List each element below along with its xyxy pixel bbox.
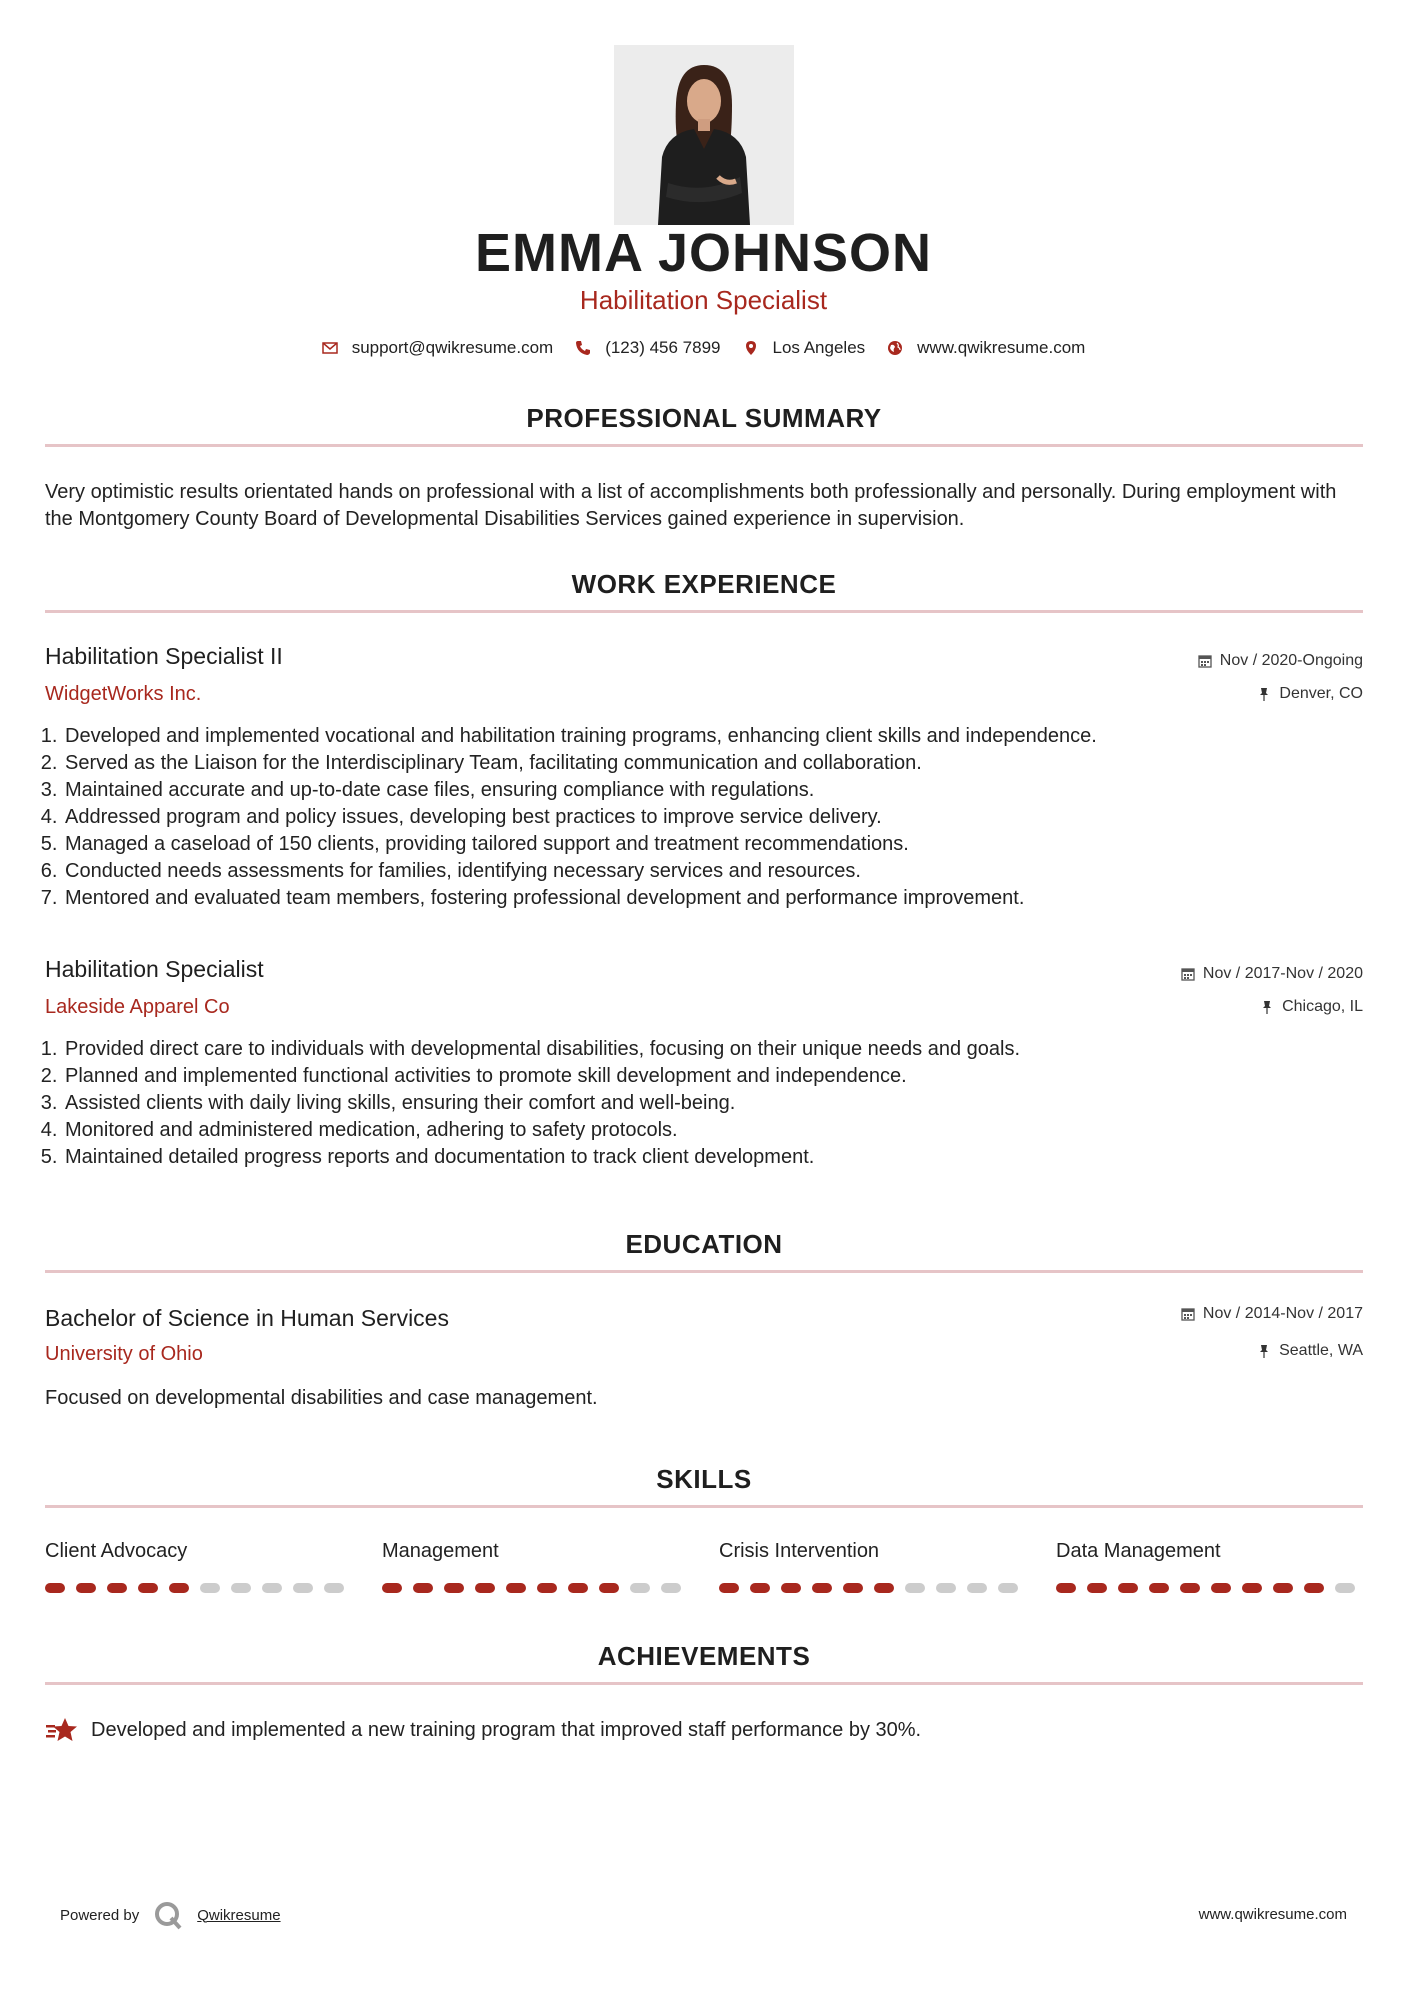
star-icon <box>45 1717 79 1743</box>
job-title: Habilitation Specialist II <box>45 643 283 669</box>
rating-dot-empty <box>262 1583 282 1593</box>
rating-dot-filled <box>843 1583 863 1593</box>
rating-dot-empty <box>1335 1583 1355 1593</box>
rating-dot-filled <box>781 1583 801 1593</box>
rating-dot-filled <box>537 1583 557 1593</box>
rating-dot-filled <box>413 1583 433 1593</box>
profile-photo <box>614 45 794 225</box>
rating-dot-filled <box>382 1583 402 1593</box>
job-bullets <box>45 1036 1347 1171</box>
skills-divider <box>45 1505 1363 1508</box>
rating-dot-filled <box>719 1583 739 1593</box>
contact-email[interactable] <box>322 338 554 358</box>
rating-dot-filled <box>138 1583 158 1593</box>
contact-phone-text: (123) 456 7899 <box>605 338 721 357</box>
job-location-text: Denver, CO <box>1279 685 1363 702</box>
map-pin-icon <box>743 340 759 356</box>
rating-dot-empty <box>967 1583 987 1593</box>
contact-website[interactable] <box>887 338 1085 358</box>
phone-icon <box>575 340 591 356</box>
rating-dot-filled <box>76 1583 96 1593</box>
education-dates <box>1181 1305 1363 1323</box>
rating-dot-filled <box>1056 1583 1076 1593</box>
summary-divider <box>45 444 1363 447</box>
rating-dot-filled <box>45 1583 65 1593</box>
rating-dot-filled <box>812 1583 832 1593</box>
rating-dot-filled <box>874 1583 894 1593</box>
contact-location <box>743 338 866 358</box>
list-item: 5. Managed a caseload of 150 clients, providing tailored support and treatment recommendations. <box>63 831 1347 858</box>
skill-name: Client Advocacy <box>45 1540 188 1562</box>
candidate-title: Habilitation Specialist <box>579 285 828 315</box>
rating-dot-empty <box>905 1583 925 1593</box>
list-item: 7. Mentored and evaluated team members, fostering professional development and performance improvement. <box>63 885 1347 912</box>
calendar-icon <box>1181 967 1195 981</box>
rating-dot-filled <box>1273 1583 1293 1593</box>
achievement-item <box>45 1717 921 1743</box>
achievements-divider <box>45 1682 1363 1685</box>
calendar-icon <box>1198 654 1212 668</box>
skill-rating <box>719 1583 1019 1593</box>
job-bullets <box>45 723 1347 912</box>
job-location <box>1260 998 1363 1016</box>
rating-dot-filled <box>1087 1583 1107 1593</box>
job-dates <box>1181 965 1363 983</box>
rating-dot-empty <box>630 1583 650 1593</box>
rating-dot-empty <box>293 1583 313 1593</box>
job-company: WidgetWorks Inc. <box>45 683 202 705</box>
job-dates-text: Nov / 2020-Ongoing <box>1219 652 1363 669</box>
contact-location-text: Los Angeles <box>772 338 866 357</box>
summary-text: Very optimistic results orientated hands on professional with a list of accomplishments both professionally and personally. During employment with the Montgomery County Board of Developmental Disabilities Services gained experience in supervision. <box>45 481 1337 530</box>
list-item: 2. Planned and implemented functional activities to promote skill development and independence. <box>63 1063 1347 1090</box>
list-item: 3. Maintained accurate and up-to-date case files, ensuring compliance with regulations. <box>63 777 1347 804</box>
experience-divider <box>45 610 1363 613</box>
education-dates-text: Nov / 2014-Nov / 2017 <box>1202 1305 1363 1322</box>
pushpin-icon <box>1257 1344 1271 1358</box>
rating-dot-filled <box>568 1583 588 1593</box>
school-name: University of Ohio <box>45 1343 203 1365</box>
calendar-icon <box>1181 1307 1195 1321</box>
achievements-heading: ACHIEVEMENTS <box>597 1641 811 1671</box>
job-title: Habilitation Specialist <box>45 956 264 982</box>
list-item: 5. Maintained detailed progress reports and documentation to track client development. <box>63 1144 1347 1171</box>
rating-dot-empty <box>661 1583 681 1593</box>
pushpin-icon <box>1260 1000 1274 1014</box>
qwikresume-logo-icon <box>153 1900 183 1930</box>
pushpin-icon <box>1257 687 1271 701</box>
degree-title: Bachelor of Science in Human Services <box>45 1305 449 1331</box>
list-item: 4. Addressed program and policy issues, developing best practices to improve service delivery. <box>63 804 1347 831</box>
rating-dot-filled <box>1304 1583 1324 1593</box>
contact-bar <box>0 338 1407 358</box>
education-location-text: Seattle, WA <box>1279 1342 1363 1359</box>
summary-heading: PROFESSIONAL SUMMARY <box>526 403 882 433</box>
rating-dot-empty <box>936 1583 956 1593</box>
rating-dot-filled <box>750 1583 770 1593</box>
candidate-name: EMMA JOHNSON <box>474 223 933 283</box>
rating-dot-filled <box>475 1583 495 1593</box>
rating-dot-filled <box>169 1583 189 1593</box>
person-portrait-icon <box>614 45 794 225</box>
rating-dot-empty <box>231 1583 251 1593</box>
globe-icon <box>887 340 903 356</box>
list-item: 4. Monitored and administered medication, adhering to safety protocols. <box>63 1117 1347 1144</box>
job-location-text: Chicago, IL <box>1282 998 1363 1015</box>
list-item: 1. Provided direct care to individuals with developmental disabilities, focusing on their unique needs and goals. <box>63 1036 1347 1063</box>
skill-name: Data Management <box>1056 1540 1221 1562</box>
rating-dot-empty <box>324 1583 344 1593</box>
skill-name: Management <box>382 1540 499 1562</box>
job-dates <box>1198 652 1363 670</box>
contact-email-text: support@qwikresume.com <box>351 338 554 357</box>
rating-dot-filled <box>1180 1583 1200 1593</box>
qwikresume-link[interactable]: Qwikresume <box>197 1906 281 1924</box>
list-item: 2. Served as the Liaison for the Interdisciplinary Team, facilitating communication and collaboration. <box>63 750 1347 777</box>
job-company: Lakeside Apparel Co <box>45 996 230 1018</box>
rating-dot-empty <box>998 1583 1018 1593</box>
footer-website[interactable]: www.qwikresume.com <box>1198 1906 1347 1923</box>
rating-dot-empty <box>200 1583 220 1593</box>
education-description: Focused on developmental disabilities and case management. <box>45 1387 598 1409</box>
envelope-icon <box>322 340 338 356</box>
education-location <box>1257 1342 1363 1360</box>
powered-by-label: Powered by <box>60 1906 140 1924</box>
footer-powered-by <box>60 1900 281 1930</box>
skill-rating <box>1056 1583 1356 1593</box>
skill-rating <box>45 1583 345 1593</box>
list-item: 6. Conducted needs assessments for families, identifying necessary services and resources. <box>63 858 1347 885</box>
rating-dot-filled <box>444 1583 464 1593</box>
education-divider <box>45 1270 1363 1273</box>
rating-dot-filled <box>506 1583 526 1593</box>
achievement-text: Developed and implemented a new training program that improved staff performance by 30%. <box>91 1718 922 1741</box>
experience-heading: WORK EXPERIENCE <box>571 569 837 599</box>
rating-dot-filled <box>1211 1583 1231 1593</box>
contact-phone[interactable] <box>575 338 720 358</box>
skill-rating <box>382 1583 682 1593</box>
list-item: 1. Developed and implemented vocational and habilitation training programs, enhancing client skills and independence. <box>63 723 1347 750</box>
list-item: 3. Assisted clients with daily living skills, ensuring their comfort and well-being. <box>63 1090 1347 1117</box>
rating-dot-filled <box>1242 1583 1262 1593</box>
rating-dot-filled <box>1118 1583 1138 1593</box>
job-dates-text: Nov / 2017-Nov / 2020 <box>1202 965 1363 982</box>
rating-dot-filled <box>599 1583 619 1593</box>
skills-heading: SKILLS <box>656 1464 752 1494</box>
education-heading: EDUCATION <box>625 1229 783 1259</box>
rating-dot-filled <box>1149 1583 1169 1593</box>
skill-name: Crisis Intervention <box>719 1540 880 1562</box>
job-location <box>1257 685 1363 703</box>
rating-dot-filled <box>107 1583 127 1593</box>
contact-website-text: www.qwikresume.com <box>917 338 1086 357</box>
